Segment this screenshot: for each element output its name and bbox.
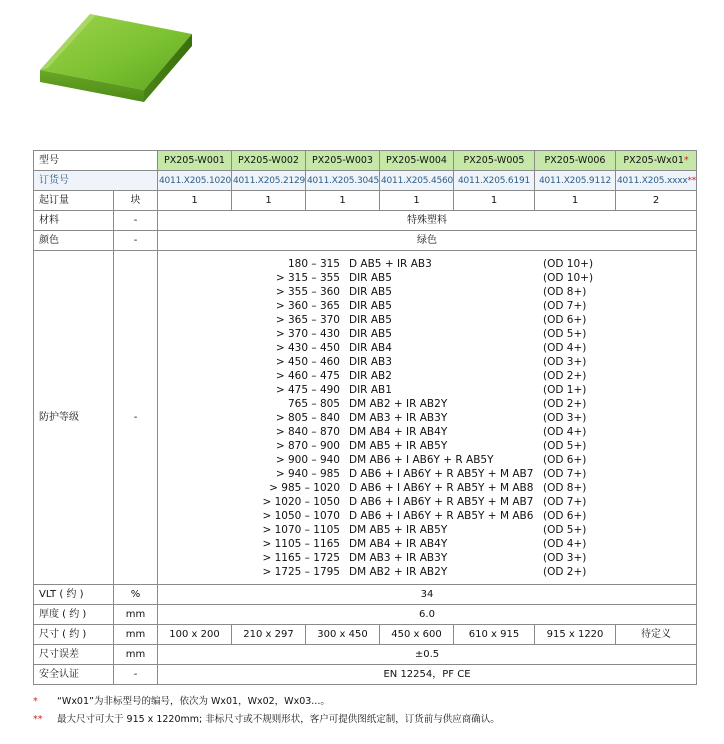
protection-range-row	[158, 397, 696, 411]
optical-density: (OD 6+)	[543, 454, 587, 466]
moq-cell: 1	[380, 191, 454, 211]
size-cell: 100 x 200	[158, 625, 232, 645]
wavelength-range: > 370 – 430	[275, 328, 340, 340]
size-cell: 610 x 915	[454, 625, 535, 645]
moq-cell: 1	[232, 191, 306, 211]
protection-rating: DM AB4 + IR AB4Y	[349, 426, 448, 438]
vlt-row	[34, 585, 697, 605]
vlt-unit: %	[114, 585, 158, 605]
protection-rating: D AB6 + I AB6Y + R AB5Y + M AB6	[349, 510, 534, 522]
size-cell: 210 x 297	[232, 625, 306, 645]
protection-range-row	[158, 551, 696, 565]
protection-range-row	[158, 355, 696, 369]
wavelength-range: > 475 – 490	[275, 384, 340, 396]
model-label: 型号	[34, 151, 158, 171]
protection-range-row	[158, 481, 696, 495]
protection-range-row	[158, 467, 696, 481]
model-cell-custom	[616, 151, 697, 171]
order-code-cell: 4011.X205.6191	[454, 171, 535, 191]
moq-label: 起订量	[34, 191, 114, 211]
optical-density: (OD 6+)	[543, 510, 587, 522]
color-row	[34, 231, 697, 251]
wavelength-range: > 315 – 355	[275, 272, 340, 284]
material-row	[34, 211, 697, 231]
order-code-cell: 4011.X205.4560	[380, 171, 454, 191]
wavelength-range: > 355 – 360	[275, 286, 340, 298]
optical-density: (OD 2+)	[543, 398, 587, 410]
wavelength-range: > 805 – 840	[275, 412, 340, 424]
model-cell: PX205-W005	[454, 151, 535, 171]
wavelength-range: > 985 – 1020	[269, 482, 340, 494]
moq-unit: 块	[114, 191, 158, 211]
optical-density: (OD 3+)	[543, 412, 587, 424]
wavelength-range: > 450 – 460	[275, 356, 340, 368]
optical-density: (OD 10+)	[543, 272, 594, 284]
wavelength-range: > 1105 – 1165	[262, 538, 340, 550]
protection-range-row	[158, 565, 696, 579]
order-code-cell-custom	[616, 171, 697, 191]
tolerance-row	[34, 645, 697, 665]
wavelength-range: > 430 – 450	[275, 342, 340, 354]
material-value: 特殊塑料	[158, 211, 697, 231]
spec-table	[33, 150, 697, 685]
protection-range-row	[158, 425, 696, 439]
protection-rating: DIR AB4	[349, 342, 392, 354]
certification-row	[34, 665, 697, 685]
protection-range-row	[158, 313, 696, 327]
optical-density: (OD 8+)	[543, 482, 587, 494]
optical-density: (OD 10+)	[543, 258, 594, 270]
thickness-row	[34, 605, 697, 625]
wavelength-range: > 1165 – 1725	[262, 552, 340, 564]
order-code-cell: 4011.X205.3045	[306, 171, 380, 191]
wavelength-range: 180 – 315	[287, 258, 340, 270]
model-cell: PX205-W004	[380, 151, 454, 171]
color-label: 颜色	[34, 231, 114, 251]
protection-range-row	[158, 341, 696, 355]
footnote-text: “Wx01”为非标型号的编号，依次为 Wx01，Wx02，Wx03...。	[57, 696, 330, 707]
optical-density: (OD 3+)	[543, 552, 587, 564]
protection-rating: DM AB3 + IR AB3Y	[349, 552, 448, 564]
vlt-value: 34	[158, 585, 697, 605]
wavelength-range: > 940 – 985	[275, 468, 340, 480]
moq-row	[34, 191, 697, 211]
tolerance-unit: mm	[114, 645, 158, 665]
protection-rating: DM AB4 + IR AB4Y	[349, 538, 448, 550]
protection-range-row	[158, 257, 696, 271]
optical-density: (OD 2+)	[543, 566, 587, 578]
optical-density: (OD 7+)	[543, 496, 587, 508]
order-code-cell: 4011.X205.1020	[158, 171, 232, 191]
model-cell: PX205-W001	[158, 151, 232, 171]
protection-range-row	[158, 285, 696, 299]
protection-rating: DIR AB5	[349, 286, 392, 298]
material-unit: -	[114, 211, 158, 231]
protection-label: 防护等级	[34, 251, 114, 585]
protection-range-row	[158, 523, 696, 537]
moq-cell: 1	[454, 191, 535, 211]
wavelength-range: > 900 – 940	[275, 454, 340, 466]
optical-density: (OD 3+)	[543, 356, 587, 368]
optical-density: (OD 5+)	[543, 328, 587, 340]
optical-density: (OD 5+)	[543, 440, 587, 452]
wavelength-range: > 870 – 900	[275, 440, 340, 452]
model-cell: PX205-W006	[535, 151, 616, 171]
protection-range-row	[158, 327, 696, 341]
size-unit: mm	[114, 625, 158, 645]
order-number-row	[34, 171, 697, 191]
model-cell: PX205-W002	[232, 151, 306, 171]
size-cell: 450 x 600	[380, 625, 454, 645]
model-custom-label: PX205-Wx01	[623, 154, 684, 166]
certification-value: EN 12254，PF CE	[158, 665, 697, 685]
optical-density: (OD 4+)	[543, 426, 587, 438]
thickness-value: 6.0	[158, 605, 697, 625]
optical-density: (OD 6+)	[543, 314, 587, 326]
protection-rating: DIR AB1	[349, 384, 392, 396]
protection-range-row	[158, 299, 696, 313]
protection-rating: DM AB6 + I AB6Y + R AB5Y	[349, 454, 494, 466]
protection-rating: DM AB3 + IR AB3Y	[349, 412, 448, 424]
protection-list	[158, 257, 696, 579]
wavelength-range: > 1725 – 1795	[262, 566, 340, 578]
wavelength-range: > 1020 – 1050	[262, 496, 340, 508]
protection-rating: DIR AB5	[349, 314, 392, 326]
thickness-unit: mm	[114, 605, 158, 625]
optical-density: (OD 2+)	[543, 370, 587, 382]
protection-range-row	[158, 411, 696, 425]
optical-density: (OD 7+)	[543, 468, 587, 480]
size-cell: 915 x 1220	[535, 625, 616, 645]
protection-range-row	[158, 453, 696, 467]
size-cell: 待定义	[616, 625, 697, 645]
footnote-mark: *	[33, 696, 38, 707]
protection-rating: D AB5 + IR AB3	[349, 258, 432, 270]
color-value: 绿色	[158, 231, 697, 251]
protection-rating: D AB6 + I AB6Y + R AB5Y + M AB8	[349, 482, 534, 494]
protection-rating: DIR AB2	[349, 370, 392, 382]
tolerance-label: 尺寸误差	[34, 645, 114, 665]
protection-rating: DM AB2 + IR AB2Y	[349, 566, 448, 578]
vlt-label: VLT ( 约 )	[34, 585, 114, 605]
protection-rating: DIR AB5	[349, 272, 392, 284]
protection-row	[34, 251, 697, 585]
order-number-label: 订货号	[34, 171, 158, 191]
green-filter-plate-image	[32, 6, 202, 106]
size-row	[34, 625, 697, 645]
tolerance-value: ±0.5	[158, 645, 697, 665]
order-code-custom: 4011.X205.xxxx	[617, 175, 688, 186]
footnote-mark: *	[683, 154, 689, 166]
protection-rating: DIR AB5	[349, 328, 392, 340]
protection-range-row	[158, 537, 696, 551]
wavelength-range: > 840 – 870	[275, 426, 340, 438]
model-cell: PX205-W003	[306, 151, 380, 171]
protection-range-row	[158, 439, 696, 453]
protection-rating: DIR AB5	[349, 300, 392, 312]
wavelength-range: 765 – 805	[287, 398, 340, 410]
optical-density: (OD 1+)	[543, 384, 587, 396]
optical-density: (OD 4+)	[543, 342, 587, 354]
order-code-cell: 4011.X205.2129	[232, 171, 306, 191]
optical-density: (OD 4+)	[543, 538, 587, 550]
moq-cell: 1	[158, 191, 232, 211]
protection-range-row	[158, 383, 696, 397]
wavelength-range: > 365 – 370	[275, 314, 340, 326]
moq-cell: 2	[616, 191, 697, 211]
protection-cell	[158, 251, 697, 585]
order-code-cell: 4011.X205.9112	[535, 171, 616, 191]
thickness-label: 厚度 ( 约 )	[34, 605, 114, 625]
protection-rating: D AB6 + I AB6Y + R AB5Y + M AB7	[349, 468, 534, 480]
material-label: 材料	[34, 211, 114, 231]
optical-density: (OD 8+)	[543, 286, 587, 298]
protection-range-row	[158, 369, 696, 383]
protection-rating: D AB6 + I AB6Y + R AB5Y + M AB7	[349, 496, 534, 508]
protection-unit: -	[114, 251, 158, 585]
color-unit: -	[114, 231, 158, 251]
protection-range-row	[158, 271, 696, 285]
footnote-mark: **	[33, 714, 43, 725]
protection-range-row	[158, 495, 696, 509]
size-label: 尺寸 ( 约 )	[34, 625, 114, 645]
certification-unit: -	[114, 665, 158, 685]
footnote-text: 最大尺寸可大于 915 x 1220mm; 非标尺寸或不规则形状，客户可提供图纸定制，订货前与供应商确认。	[57, 714, 500, 725]
size-cell: 300 x 450	[306, 625, 380, 645]
protection-rating: DM AB5 + IR AB5Y	[349, 524, 448, 536]
wavelength-range: > 1050 – 1070	[262, 510, 340, 522]
optical-density: (OD 5+)	[543, 524, 587, 536]
protection-range-row	[158, 509, 696, 523]
optical-density: (OD 7+)	[543, 300, 587, 312]
footnote-mark: **	[687, 175, 697, 186]
model-row	[34, 151, 697, 171]
protection-rating: DIR AB3	[349, 356, 392, 368]
wavelength-range: > 460 – 475	[275, 370, 340, 382]
protection-rating: DM AB5 + IR AB5Y	[349, 440, 448, 452]
protection-rating: DM AB2 + IR AB2Y	[349, 398, 448, 410]
wavelength-range: > 360 – 365	[275, 300, 340, 312]
certification-label: 安全认证	[34, 665, 114, 685]
moq-cell: 1	[535, 191, 616, 211]
moq-cell: 1	[306, 191, 380, 211]
wavelength-range: > 1070 – 1105	[262, 524, 340, 536]
